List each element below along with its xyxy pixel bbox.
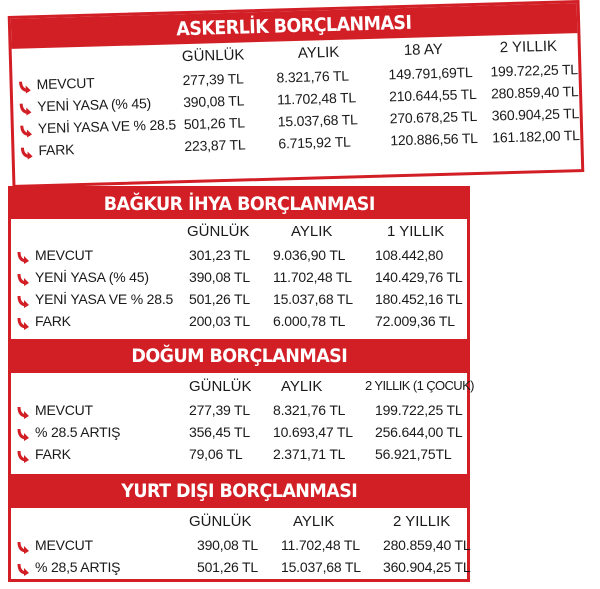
header-gunluk: GÜNLÜK	[181, 46, 245, 66]
dogum-title: DOĞUM BORÇLANMASI	[131, 345, 347, 367]
bagkur-title: BAĞKUR İHYA BORÇLANMASI	[103, 193, 375, 215]
header-gunluk: GÜNLÜK	[189, 378, 252, 395]
value-cell: 140.429,76 TL	[375, 269, 463, 285]
row-label: FARK	[38, 141, 75, 159]
yurtdisi-header-row	[11, 513, 467, 533]
header-aylik: AYLIK	[291, 223, 333, 240]
value-cell: 390,08 TL	[189, 269, 250, 285]
value-cell: 199.722,25 TL	[375, 402, 463, 418]
row-label: YENİ YASA (% 45)	[37, 95, 152, 115]
askerlik-table	[8, 0, 585, 188]
value-cell: 79,06 TL	[189, 446, 243, 462]
value-cell: 280.859,40 TL	[490, 83, 579, 102]
red-curved-arrow-icon	[20, 123, 34, 137]
red-curved-arrow-icon	[19, 101, 33, 115]
value-cell: 360.904,25 TL	[383, 559, 471, 575]
row-label: MEVCUT	[35, 537, 93, 553]
red-curved-arrow-icon	[17, 316, 31, 330]
value-cell: 6.715,92 TL	[278, 133, 351, 152]
row-label: % 28,5 ARTIŞ	[35, 559, 121, 575]
header-1-yillik: 1 YILLIK	[387, 223, 445, 240]
value-cell: 277,39 TL	[182, 70, 244, 89]
row-label: MEVCUT	[36, 74, 95, 93]
header-aylik: AYLIK	[281, 378, 323, 395]
table-row	[11, 269, 467, 289]
value-cell: 10.693,47 TL	[273, 424, 353, 440]
header-aylik: AYLIK	[297, 43, 340, 62]
red-curved-arrow-icon	[18, 79, 32, 93]
red-curved-arrow-icon	[17, 250, 31, 264]
value-cell: 161.182,00 TL	[492, 127, 580, 146]
value-cell: 501,26 TL	[197, 559, 258, 575]
value-cell: 6.000,78 TL	[273, 313, 346, 329]
value-cell: 277,39 TL	[189, 402, 250, 418]
table-row	[11, 313, 467, 333]
value-cell: 56.921,75TL	[375, 446, 452, 462]
table-row	[11, 537, 471, 557]
table-row	[11, 247, 467, 267]
row-label: MEVCUT	[35, 247, 93, 263]
bagkur-title-bar	[11, 189, 467, 219]
red-curved-arrow-icon	[17, 540, 31, 554]
value-cell: 280.859,40 TL	[383, 537, 471, 553]
row-label: MEVCUT	[35, 402, 93, 418]
value-cell: 390,08 TL	[182, 92, 245, 111]
bagkur-header-row	[11, 223, 467, 243]
value-cell: 149.791,69TL	[388, 64, 473, 83]
value-cell: 120.886,56 TL	[390, 129, 478, 149]
red-curved-arrow-icon	[20, 145, 34, 159]
value-cell: 11.702,48 TL	[276, 89, 357, 108]
row-label: % 28.5 ARTIŞ	[35, 424, 121, 440]
table-row	[11, 424, 467, 444]
value-cell: 223,87 TL	[184, 136, 246, 155]
red-curved-arrow-icon	[17, 405, 31, 419]
value-cell: 108.442,80	[375, 247, 444, 263]
value-cell: 15.037,68 TL	[281, 559, 361, 575]
value-cell: 11.702,48 TL	[281, 537, 360, 553]
row-label: YENİ YASA VE % 28.5	[37, 116, 177, 137]
value-cell: 2.371,71 TL	[273, 446, 346, 462]
red-curved-arrow-icon	[17, 562, 31, 576]
header-2-yillik: 2 YILLIK	[499, 37, 558, 57]
value-cell: 8.321,76 TL	[276, 67, 350, 86]
row-label: YENİ YASA (% 45)	[35, 269, 149, 285]
value-cell: 8.321,76 TL	[273, 402, 346, 418]
value-cell: 356,45 TL	[189, 424, 250, 440]
header-aylik: AYLIK	[293, 513, 335, 530]
value-cell: 501,26 TL	[183, 114, 245, 133]
value-cell: 210.644,55 TL	[388, 85, 477, 105]
dogum-title-bar	[11, 339, 467, 373]
header-gunluk: GÜNLÜK	[187, 223, 250, 240]
table-row	[11, 402, 467, 422]
header-2-yillik: 2 YILLIK	[393, 513, 451, 530]
value-cell: 15.037,68 TL	[277, 111, 358, 130]
value-cell: 15.037,68 TL	[273, 291, 353, 307]
header-2-yillik-1-cocuk: 2 YILLIK (1 ÇOCUK)	[365, 378, 474, 393]
yurtdisi-title: YURT DIŞI BORÇLANMASI	[121, 480, 357, 502]
red-curved-arrow-icon	[17, 294, 31, 308]
table-row	[11, 446, 467, 466]
value-cell: 390,08 TL	[197, 537, 258, 553]
row-label: FARK	[35, 313, 71, 329]
row-label: YENİ YASA VE % 28.5	[35, 291, 174, 307]
table-row	[11, 291, 467, 311]
red-curved-arrow-icon	[17, 427, 31, 441]
value-cell: 501,26 TL	[189, 291, 250, 307]
dogum-header-row	[11, 378, 474, 398]
value-cell: 256.644,00 TL	[375, 424, 463, 440]
value-cell: 11.702,48 TL	[273, 269, 352, 285]
value-cell: 360.904,25 TL	[491, 105, 580, 124]
value-cell: 9.036,90 TL	[273, 247, 346, 263]
red-curved-arrow-icon	[17, 449, 31, 463]
red-curved-arrow-icon	[17, 272, 31, 286]
header-18-ay: 18 AY	[403, 40, 443, 59]
value-cell: 199.722,25 TL	[490, 61, 579, 80]
value-cell: 72.009,36 TL	[375, 313, 455, 329]
yurtdisi-title-bar	[11, 474, 467, 508]
askerlik-title: ASKERLİK BORÇLANMASI	[176, 11, 412, 41]
borclanma-tables-card	[8, 186, 474, 582]
value-cell: 270.678,25 TL	[389, 107, 478, 127]
value-cell: 200,03 TL	[189, 313, 250, 329]
value-cell: 301,23 TL	[189, 247, 250, 263]
value-cell: 180.452,16 TL	[375, 291, 463, 307]
table-row	[11, 559, 471, 579]
row-label: FARK	[35, 446, 71, 462]
header-gunluk: GÜNLÜK	[189, 513, 252, 530]
